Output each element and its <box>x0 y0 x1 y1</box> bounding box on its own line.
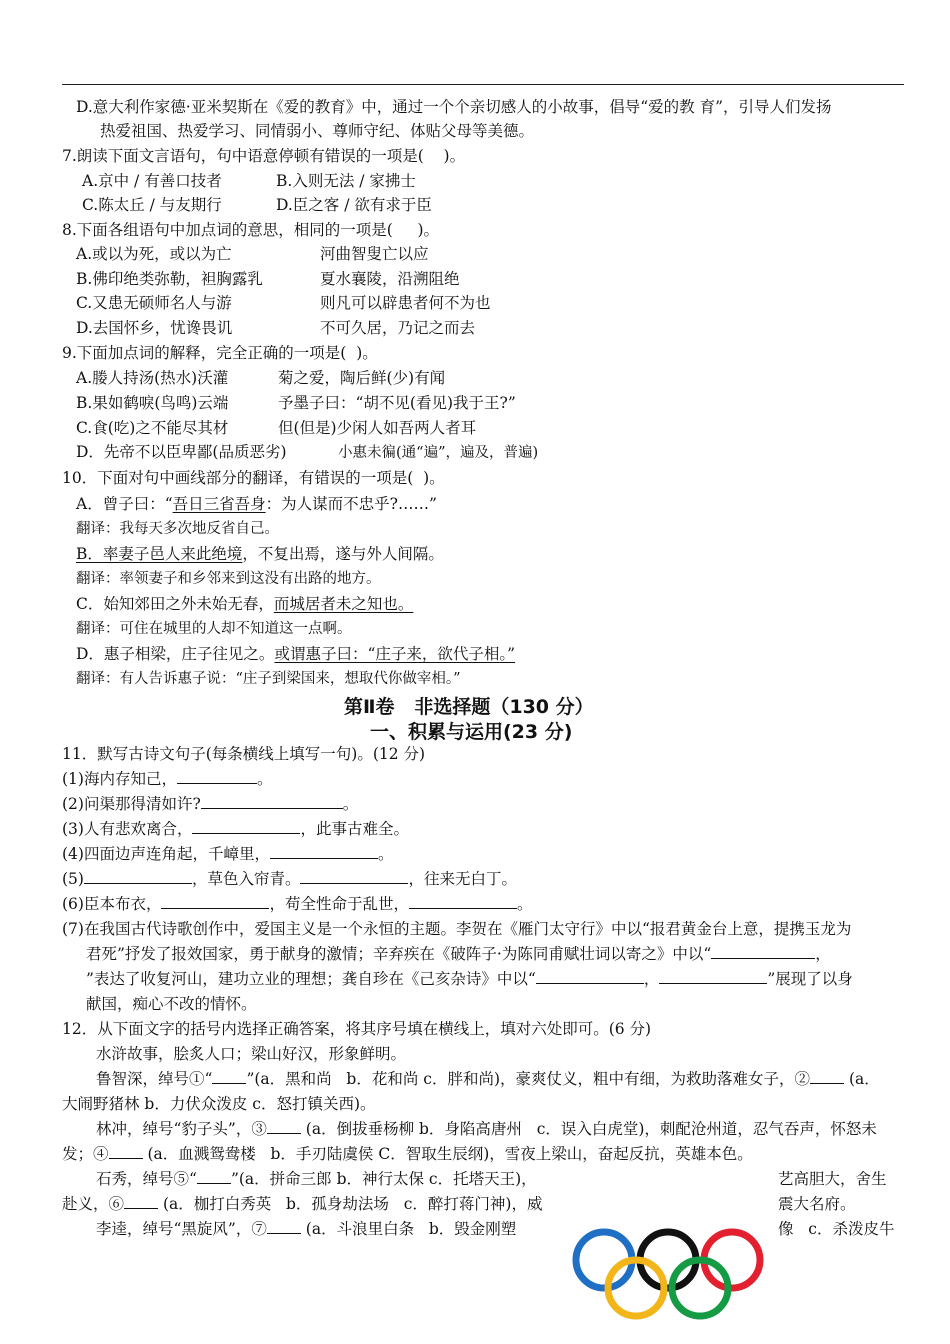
q12-p5-b: (a．血溅鸳鸯楼 b．手刃陆虞侯 C．智取生辰纲)，雪夜上梁山，奋起反抗，英雄本色。 <box>142 1145 753 1163</box>
answer-blank[interactable] <box>124 1193 158 1209</box>
question-10: 10．下面对句中画线部分的翻译，有错误的一项是( )。 <box>62 469 445 487</box>
q9-option-b-left: B.果如鹤唳(鸟鸣)云端 <box>76 394 229 412</box>
q8-option-c-right: 则凡可以辟患者何不为也 <box>320 294 491 312</box>
q11-item-7-line2 <box>86 943 831 965</box>
q12-li-kui-line1 <box>96 1218 516 1240</box>
part-2-title: 第Ⅱ卷 非选择题（130 分） <box>344 696 594 718</box>
q12-p8-b: (a．斗浪里白条 b．毁金刚塑 <box>300 1220 517 1238</box>
q7-option-c: C.陈太丘 / 与友期行 <box>82 196 222 214</box>
q8-option-b-left: B.佛印绝类弥勒，袒胸露乳 <box>76 270 263 288</box>
q9-option-d-right: 小惠未徧(通“遍”，遍及，普遍) <box>338 445 539 461</box>
q12-p6-b: ”(a．拼命三郎 b．神行太保 c．托塔天王)， <box>230 1170 537 1188</box>
q10a-underlined: 吾日三省吾身 <box>172 495 266 513</box>
q12-intro: 水浒故事，脍炙人口；梁山好汉，形象鲜明。 <box>96 1045 407 1063</box>
q9-option-a-right: 菊之爱，陶后鲜(少)有闻 <box>278 369 446 387</box>
q12-shi-xiu-line2-right: 震大名府。 <box>778 1195 856 1213</box>
q10c-underlined: 而城居者未之知也。 <box>273 595 414 613</box>
olympic-rings-logo <box>570 1226 766 1322</box>
answer-blank[interactable] <box>300 868 408 884</box>
q11-6-suffix: 。 <box>516 895 533 913</box>
q12-p8-a: 李逵，绰号“黑旋风”，⑦ <box>96 1220 267 1238</box>
q12-shi-xiu-line1-right: 艺高胆大，舍生 <box>778 1170 887 1188</box>
q11-7c-suffix: ”展现了以身 <box>767 970 853 988</box>
q11-2-suffix: 。 <box>342 795 359 813</box>
q9-option-c-left: C.食(吃)之不能尽其材 <box>76 419 229 437</box>
q12-p4-b: (a．倒拔垂杨柳 b．身陷高唐州 c．误入白虎堂)，刺配沧州道，忍气吞声，怀怒未 <box>300 1120 877 1138</box>
q8-option-d-left: D.去国怀乡，忧谗畏讥 <box>76 319 233 337</box>
q12-p4-a: 林冲，绰号“豹子头”，③ <box>96 1120 267 1138</box>
q7-option-a: A.京中 / 有善口技者 <box>82 172 222 190</box>
q10b-translation: 翻译：率领妻子和乡邻来到这没有出路的地方。 <box>76 571 381 587</box>
q11-item-2 <box>62 793 358 815</box>
q10-option-d <box>76 643 515 665</box>
q11-7c-middle: ， <box>643 970 660 988</box>
q9-option-b-right: 予墨子曰：“胡不见(看见)我于王?” <box>278 394 516 412</box>
q12-p7-a: 赴义，⑥ <box>62 1195 125 1213</box>
q11-item-1 <box>62 768 272 790</box>
q11-7b-suffix: ， <box>815 945 831 963</box>
q10d-underlined: 或谓惠子曰：“庄子来，欲代子相。” <box>274 645 516 663</box>
q10a-prefix: A．曾子曰：“ <box>76 495 173 513</box>
answer-blank[interactable] <box>109 1143 143 1159</box>
answer-blank[interactable] <box>267 1218 301 1234</box>
q11-7b-prefix: 君死”抒发了报效国家，勇于献身的激情；辛弃疾在《破阵子·为陈同甫赋壮词以寄之》中以“ <box>86 945 712 963</box>
q11-item-4 <box>62 843 393 865</box>
q10c-translation: 翻译：可住在城里的人却不知道这一点啊。 <box>76 621 352 637</box>
q12-p5-a: 发；④ <box>62 1145 109 1163</box>
q11-item-7-line1: (7)在我国古代诗歌创作中，爱国主义是一个永恒的主题。李贺在《雁门太守行》中以“报君黄金台上意，提携玉龙为 <box>62 920 852 938</box>
answer-blank[interactable] <box>270 843 378 859</box>
q11-6-middle: ，苟全性命于乱世， <box>269 895 409 913</box>
question-11: 11．默写古诗文句子(每条横线上填写一句)。(12 分) <box>62 745 426 763</box>
q12-p2-b: ”(a．黑和尚 b．花和尚 c．胖和尚)，豪爽仗义，粗中有细，为救助落难女子，② <box>246 1070 811 1088</box>
answer-blank[interactable] <box>161 893 269 909</box>
q12-p2-c: (a． <box>844 1070 880 1088</box>
question-12: 12．从下面文字的括号内选择正确答案，将其序号填在横线上，填对六处即可。(6 分) <box>62 1020 652 1038</box>
q12-li-kui-line1-right: 像 c．杀泼皮牛 <box>778 1220 895 1238</box>
q12-shi-xiu-line2 <box>62 1193 542 1215</box>
q8-option-c-left: C.又患无硕师名人与游 <box>76 294 232 312</box>
q10d-translation: 翻译：有人告诉惠子说：“庄子到梁国来，想取代你做宰相。” <box>76 671 461 687</box>
answer-blank[interactable] <box>212 1068 246 1084</box>
q11-4-prefix: (4)四面边声连角起，千嶂里， <box>62 845 270 863</box>
option-6d-line2: 热爱祖国、热爱学习、同情弱小、尊师守纪、体贴父母等美德。 <box>100 122 535 140</box>
q8-option-a-right: 河曲智叟亡以应 <box>320 245 429 263</box>
q11-3-suffix: ，此事古难全。 <box>300 820 409 838</box>
answer-blank[interactable] <box>177 768 257 784</box>
q10c-prefix: C．始知郊田之外未始无春， <box>76 595 274 613</box>
q9-option-a-left: A.媵人持汤(热水)沃灌 <box>76 369 229 387</box>
q7-option-b: B.入则无法 / 家拂士 <box>276 172 416 190</box>
q8-option-a-left: A.或以为死，或以为亡 <box>76 245 232 263</box>
q10-option-c <box>76 593 413 615</box>
q10a-suffix: ：为人谋而不忠乎?……” <box>265 495 437 513</box>
q10d-prefix: D．惠子相梁，庄子往见之。 <box>76 645 275 663</box>
q8-option-d-right: 不可久居，乃记之而去 <box>320 319 476 337</box>
answer-blank[interactable] <box>201 793 343 809</box>
q12-p7-b: (a．枷打白秀英 b．孤身劫法场 c．醉打蒋门神)，威 <box>158 1195 543 1213</box>
q12-p6-a: 石秀，绰号⑤“ <box>96 1170 197 1188</box>
q10-option-a <box>76 493 437 515</box>
q12-lu-zhishen-line2: 大闹野猪林 b．力伏众泼皮 c．怒打镇关西)。 <box>62 1095 376 1113</box>
answer-blank[interactable] <box>84 868 192 884</box>
q11-5-suffix: ，往来无白丁。 <box>408 870 517 888</box>
q12-lin-chong-line1 <box>96 1118 877 1140</box>
q11-4-suffix: 。 <box>377 845 394 863</box>
q8-option-b-right: 夏水襄陵，沿溯阻绝 <box>320 270 460 288</box>
q11-7c-prefix: ”表达了收复河山，建功立业的理想；龚自珍在《己亥杂诗》中以“ <box>86 970 536 988</box>
question-7: 7.朗读下面文言语句，句中语意停顿有错误的一项是( )。 <box>62 147 466 165</box>
question-8: 8.下面各组语句中加点词的意思，相同的一项是( )。 <box>62 221 440 239</box>
q10a-translation: 翻译：我每天多次地反省自己。 <box>76 521 279 537</box>
q12-lu-zhishen-line1 <box>96 1068 880 1090</box>
q11-5-prefix: (5) <box>62 870 84 888</box>
answer-blank[interactable] <box>711 943 815 959</box>
answer-blank[interactable] <box>267 1118 301 1134</box>
q12-p2-a: 鲁智深，绰号①“ <box>96 1070 213 1088</box>
option-6d-line1: D.意大利作家德·亚米契斯在《爱的教育》中，通过一个个亲切感人的小故事，倡导“爱的教 育”，引导人们发扬 <box>76 98 832 116</box>
q10b-underlined: B．率妻子邑人来此绝境 <box>76 545 243 563</box>
q11-1-suffix: 。 <box>256 770 273 788</box>
q9-option-c-right: 但(但是)少闲人如吾两人者耳 <box>278 419 477 437</box>
q11-item-6 <box>62 893 533 915</box>
q11-6-prefix: (6)臣本布衣， <box>62 895 162 913</box>
q7-option-d: D.臣之客 / 欲有求于臣 <box>276 196 432 214</box>
q11-item-7-line4: 献国，痴心不改的情怀。 <box>86 995 257 1013</box>
answer-blank[interactable] <box>810 1068 844 1084</box>
q12-shi-xiu-line1 <box>96 1168 537 1190</box>
q11-5-middle: ，草色入帘青。 <box>191 870 301 888</box>
q11-1-prefix: (1)海内存知己， <box>62 770 177 788</box>
q12-lin-chong-line2 <box>62 1143 753 1165</box>
q11-item-5 <box>62 868 517 890</box>
q9-option-d-left: D．先帝不以臣卑鄙(品质恶劣) <box>76 443 287 461</box>
q11-item-7-line3 <box>86 968 853 990</box>
q10b-suffix: ，不复出焉，遂与外人间隔。 <box>242 545 444 563</box>
question-9: 9.下面加点词的解释，完全正确的一项是( )。 <box>62 344 378 362</box>
q11-2-prefix: (2)问渠那得清如许? <box>62 795 201 813</box>
header-rule <box>62 84 904 85</box>
q11-item-3 <box>62 818 409 840</box>
answer-blank[interactable] <box>536 968 644 984</box>
q10-option-b <box>76 543 444 565</box>
q11-3-prefix: (3)人有悲欢离合， <box>62 820 193 838</box>
answer-blank[interactable] <box>197 1168 231 1184</box>
section-1-title: 一、积累与运用(23 分) <box>370 721 573 743</box>
answer-blank[interactable] <box>659 968 767 984</box>
answer-blank[interactable] <box>409 893 517 909</box>
answer-blank[interactable] <box>192 818 300 834</box>
